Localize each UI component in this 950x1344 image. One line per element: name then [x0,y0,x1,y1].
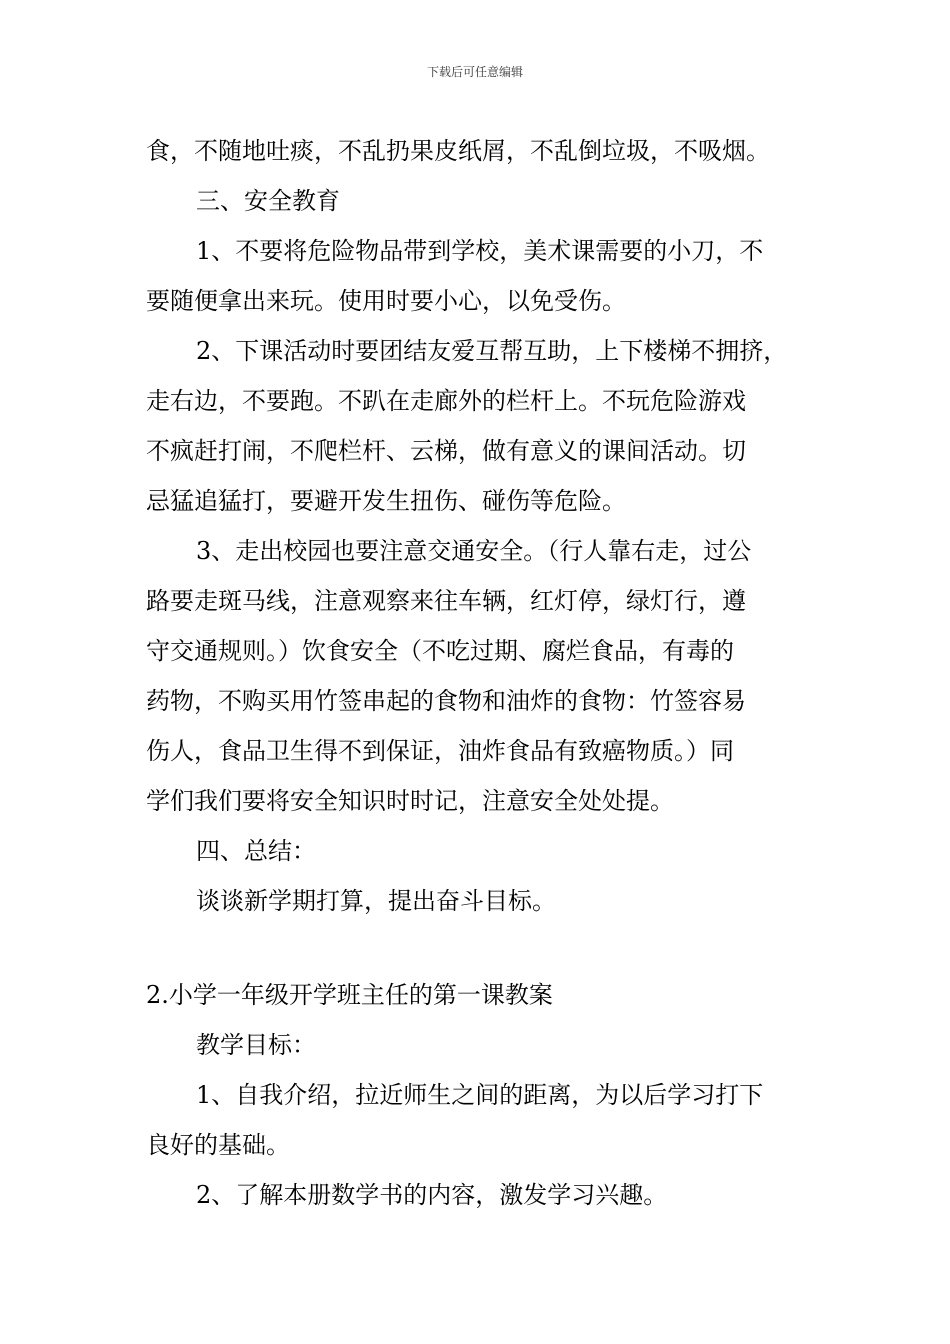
body-line: 1、自我介绍，拉近师生之间的距离，为以后学习打下 [196,1081,764,1109]
body-line: 3、走出校园也要注意交通安全。（行人靠右走，过公 [196,537,752,565]
section-heading-objectives: 教学目标： [196,1031,316,1059]
body-line: 走右边，不要跑。不趴在走廊外的栏杆上。不玩危险游戏 [146,387,746,415]
body-line: 路要走斑马线，注意观察来往车辆，红灯停，绿灯行，遵 [146,587,746,615]
body-line: 伤人，食品卫生得不到保证，油炸食品有致癌物质。）同 [146,737,734,765]
body-line: 学们我们要将安全知识时时记，注意安全处处提。 [146,787,674,815]
page-header-watermark: 下载后可任意编辑 [426,65,523,79]
body-line: 不疯赶打闹，不爬栏杆、云梯，做有意义的课间活动。切 [146,437,746,465]
body-line: 良好的基础。 [146,1131,290,1159]
section-gap [146,926,816,970]
body-line: 守交通规则。）饮食安全（不吃过期、腐烂食品，有毒的 [146,637,734,665]
body-line: 2、下课活动时要团结友爱互帮互助，上下楼梯不拥挤， [196,337,788,365]
body-line: 谈谈新学期打算，提出奋斗目标。 [196,887,556,915]
body-line: 2、了解本册数学书的内容，激发学习兴趣。 [196,1181,668,1209]
body-line: 忌猛追猛打，要避开发生扭伤、碰伤等危险。 [146,487,626,515]
lesson-plan-title: 2.小学一年级开学班主任的第一课教案 [146,981,553,1009]
document-body [146,126,816,1220]
section-heading-summary: 四、总结： [196,837,316,865]
body-line: 1、不要将危险物品带到学校，美术课需要的小刀，不 [196,237,764,265]
body-line: 要随便拿出来玩。使用时要小心，以免受伤。 [146,287,626,315]
body-line: 食，不随地吐痰，不乱扔果皮纸屑，不乱倒垃圾，不吸烟。 [146,137,770,165]
section-heading-safety: 三、安全教育 [196,187,340,215]
body-line: 药物，不购买用竹签串起的食物和油炸的食物：竹签容易 [146,687,746,715]
